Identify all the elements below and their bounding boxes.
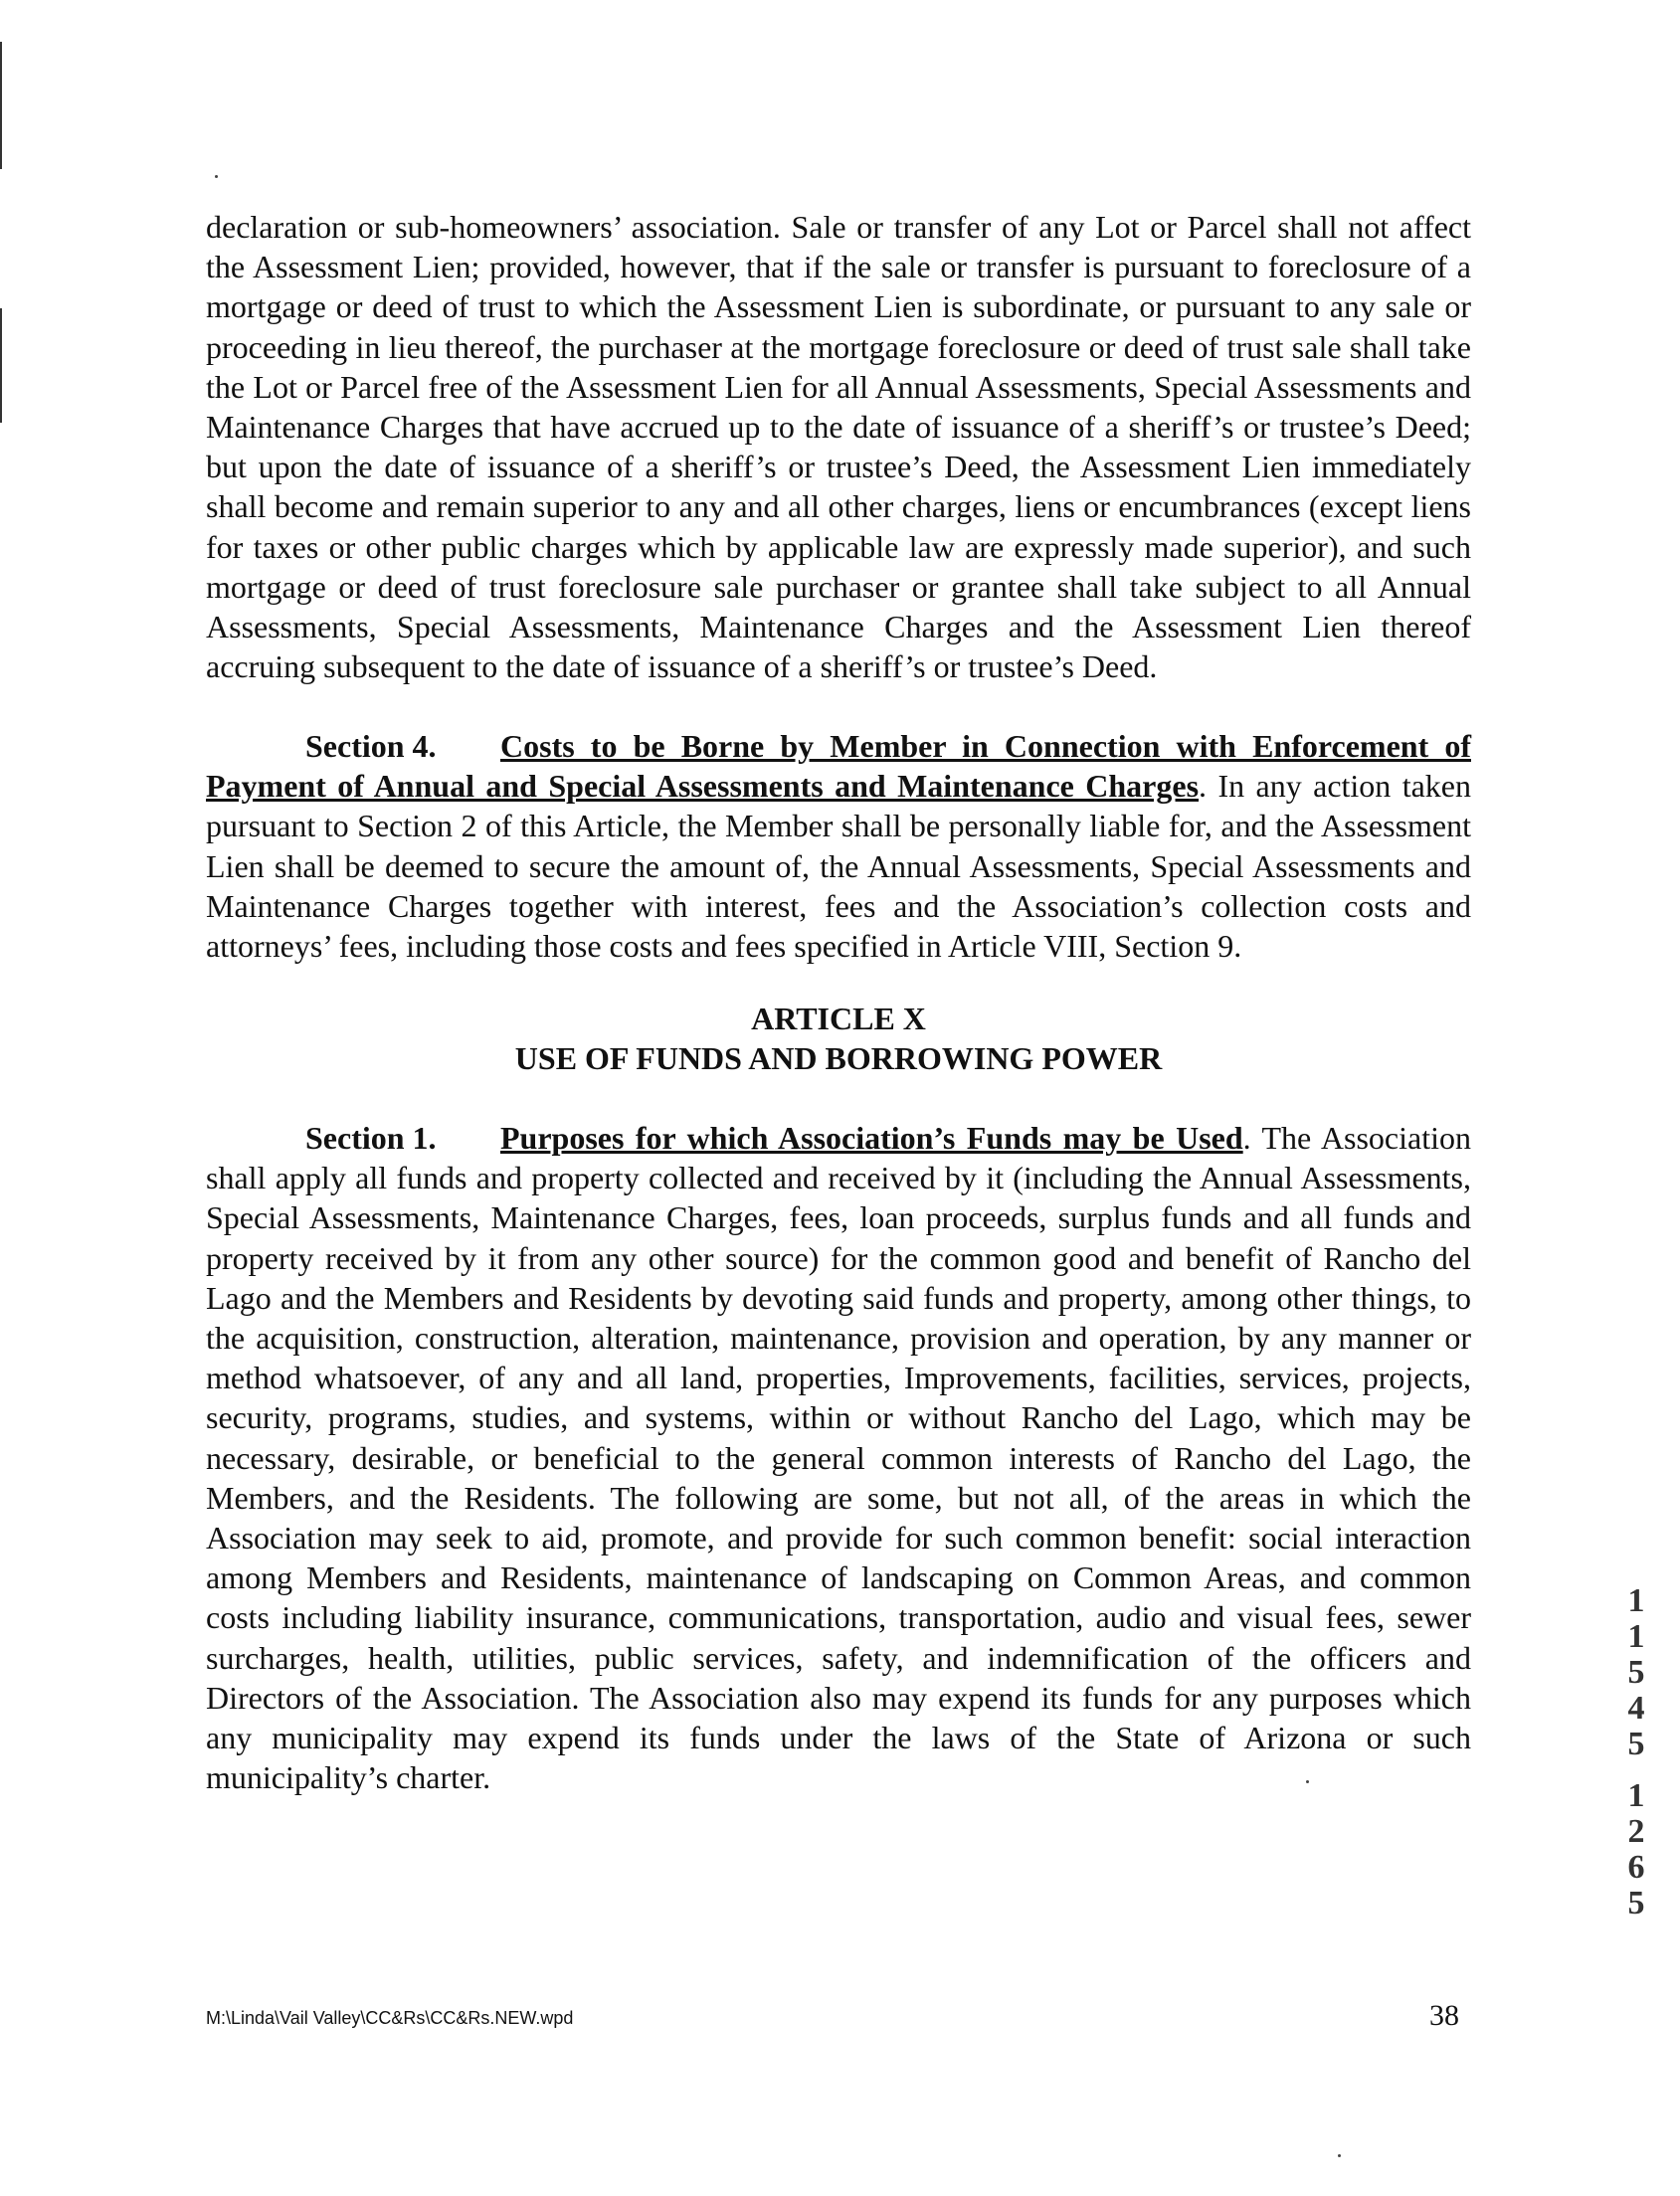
article-title: USE OF FUNDS AND BORROWING POWER [514, 1040, 1163, 1076]
section-1-body: The Association shall apply all funds and property collected and received by it (including the Annual Assessments, Special Assessments, Maintenance Charges, fees, loan proceeds, surplus funds and all funds and property received by it from any other source) for the common good and benefit of Rancho del Lago and the Members and Residents by devoting said funds and property, among other things, to the acquisition, construction, alteration, maintenance, provision and operation, by any manner or method whatsoever, of any and all land, properties, Improvements, facilities, services, projects, security, programs, studies, and systems, within or without Rancho del Lago, which may be necessary, desirable, or beneficial to the general common interests of Rancho del Lago, the Members, and the Residents. The following are some, but not all, of the areas in which the Association may seek to aid, promote, and provide for such common benefit: social interaction among Members and Residents, maintenance of landscaping on Common Areas, and common costs including liability insurance, communications, transportation, audio and visual fees, sewer surcharges, health, utilities, public services, safety, and indemnification of the officers and Directors of the Association. The Association also may expend its funds for any purposes which any municipality may expend its funds under the laws of the State of Arizona or such municipality’s charter. [206, 1120, 1472, 1796]
scan-margin-mark [0, 308, 2, 423]
footer-file-path: M:\Linda\Vail Valley\CC&Rs\CC&Rs.NEW.wpd [206, 2008, 574, 2028]
section-4-title-end: . [1199, 768, 1208, 805]
section-1-label: Section 1. [305, 1120, 437, 1156]
section-4-label: Section 4. [305, 728, 437, 764]
footer-page-number: 38 [1429, 1999, 1459, 2032]
margin-number-text: 11545 [1627, 1582, 1645, 1762]
scan-speck [1338, 2154, 1341, 2157]
margin-recording-number-1 [1621, 1583, 1651, 1762]
section-1-title-end: . [1242, 1120, 1251, 1156]
scan-speck [215, 175, 218, 178]
section-4-paragraph [206, 726, 1471, 966]
article-number: ARTICLE X [751, 1001, 926, 1036]
section-1-title: Purposes for which Association’s Funds may be Used [500, 1120, 1243, 1156]
paragraph-continuation: declaration or sub-homeowners’ association. Sale or transfer of any Lot or Parcel shall not affect the Assessment Lien; provided, however, that if the sale or transfer is pursuant to foreclosure of a mortgage or deed of trust to which the Assessment Lien is subordinate, or pursuant to any sale or proceeding in lieu thereof, the purchaser at the mortgage foreclosure or deed of trust sale shall take the Lot or Parcel free of the Assessment Lien for all Annual Assessments, Special Assessments and Maintenance Charges that have accrued up to the date of issuance of a sheriff’s or trustee’s Deed; but upon the date of issuance of a sheriff’s or trustee’s Deed, the Assessment Lien immediately shall become and remain superior to any and all other charges, liens or encumbrances (except liens for taxes or other public charges which by applicable law are expressly made superior), and such mortgage or deed of trust foreclosure sale purchaser or grantee shall take subject to all Annual Assessments, Special Assessments, Maintenance Charges and the Assessment Lien thereof accruing subsequent to the date of issuance of a sheriff’s or trustee’s Deed. [206, 209, 1471, 685]
margin-number-text: 1265 [1627, 1777, 1645, 1922]
section-1-paragraph [206, 1118, 1471, 1797]
section-4-title: Costs to be Borne by Member in Connection with Enforcement of Payment of Annual and Special Assessments and Maintenance Charges [206, 728, 1471, 805]
scan-margin-mark [0, 42, 2, 169]
section-4-body: In any action taken pursuant to Section 2 of this Article, the Member shall be personally liable for, and the Assessment Lien shall be deemed to secure the amount of, the Annual Assessments, Special Assessments and Maintenance Charges together with interest, fees and the Association’s collection costs and attorneys’ fees, including those costs and fees specified in Article VIII, Section 9. [206, 768, 1472, 965]
margin-recording-number-2 [1621, 1778, 1651, 1922]
